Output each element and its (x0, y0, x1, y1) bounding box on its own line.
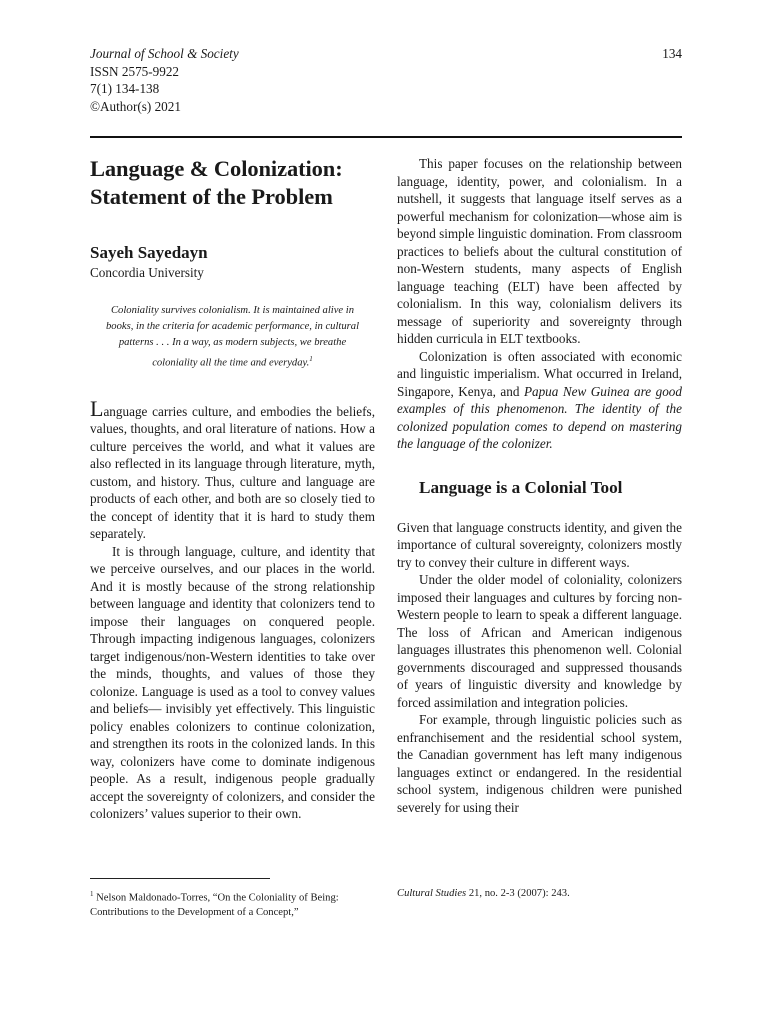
header-divider (90, 136, 682, 138)
page-header (90, 45, 682, 115)
paragraph-text: anguage carries culture, and embodies the beliefs, values, thoughts, and oral literature of nations. How a culture perceives the world, and what it values are also reflected in its language through literature, myth, custom, and history. Thus, culture and language are products of each other, and both are so closely tied to the concept of identity that it is hard to study them separately. (90, 403, 375, 542)
article-title (90, 155, 375, 211)
epigraph (100, 303, 365, 372)
right-body-text-2 (397, 519, 682, 817)
journal-name: Journal of School & Society (90, 46, 239, 61)
section-heading: Language is a Colonial Tool (419, 477, 623, 497)
footnote-continuation (397, 887, 682, 901)
drop-cap: L (90, 395, 104, 421)
footnote-marker: 1 (309, 355, 313, 363)
author-name: Sayeh Sayedayn (90, 243, 208, 262)
paragraph: Under the older model of coloniality, colonizers imposed their languages and cultures by forcing non-Western people to learn to speak a different language. The loss of African and American indigenous languages illustrates this phenomenon well. Colonial governments discouraged and suppressed thousands of years of linguistic diversity and knowledge by forced assimilation and integration policies. (397, 572, 682, 710)
paragraph (397, 348, 682, 453)
copyright: ©Author(s) 2021 (90, 98, 181, 114)
title-line-1: Language & Colonization: (90, 156, 343, 181)
title-line-2: Statement of the Problem (90, 184, 333, 209)
paragraph (90, 395, 375, 543)
paragraph: It is through language, culture, and identity that we perceive ourselves, and our places in the world. And it is mostly because of the strong relationship between language and identity that colonizers tend to impose their languages on conquered people. Through impacting indigenous languages, colonizers target indigenous/non-Western identities to take over the minds, thoughts, and values of those they colonize. Language is used as a tool to convey values and beliefs— invisibly yet effectively. This linguistic policy enables colonizers to continue colonization, and strengthen its roots in the colonized lands. In this way, colonizers have come to dominate indigenous people. As a result, indigenous people gradually accept the sovereignty of colonizers, and consider the colonizers’ values superior to their own. (90, 543, 375, 822)
page-number: 134 (662, 46, 682, 61)
paragraph: Given that language constructs identity, and given the importance of cultural sovereignty, colonizers mostly try to convey their culture in different ways. (397, 519, 682, 570)
footnote-text: Nelson Maldonado-Torres, “On the Coloniality of Being: Contributions to the Development of a Concept,” (90, 892, 339, 918)
paragraph: For example, through linguistic policies such as enfranchisement and the residential school system, the Canadian government has left many indigenous languages extinct or endangered. In the residential school system, indigenous children were punished severely for using their (397, 712, 682, 815)
left-column (90, 155, 375, 823)
epigraph-text: Coloniality survives colonialism. It is maintained alive in books, in the criteria for academic performance, in cultural patterns . . . In a way, as modern subjects, we breathe coloniality all the time and everyday. (105, 305, 360, 369)
footnote-marker: 1 (90, 890, 94, 898)
footnote-divider (90, 878, 270, 879)
citation-details: 21, no. 2-3 (2007): 243. (466, 888, 570, 899)
right-body-text (397, 155, 682, 453)
right-column (397, 155, 682, 816)
paragraph: This paper focuses on the relationship between language, identity, power, and colonialism. In a nutshell, it suggests that language itself serves as a powerful mechanism for colonization—whose aim is beyond simple linguistic domination. From classroom practices to beliefs about the cultural constitution of non-Western students, many aspects of English language teaching (ELT) have been affected by colonialism. In this way, colonialism delivers its message of superiority and sovereignty through hidden curricula in ELT textbooks. (397, 156, 682, 346)
left-body-text (90, 395, 375, 823)
italic-text: Papua New Guinea are good examples of this phenomenon. The identity of the colonized population comes to depend on mastering the language of the colonizer. (397, 383, 682, 451)
footnote (90, 887, 375, 920)
journal-citation: Cultural Studies (397, 888, 467, 899)
issn: ISSN 2575-9922 (90, 63, 180, 79)
author-affiliation: Concordia University (90, 265, 204, 280)
volume-issue: 7(1) 134-138 (90, 81, 160, 96)
paragraph-text: Colonization is often associated with economic and linguistic imperialism. What occurred in Ireland, Singapore, Kenya, and (397, 348, 682, 399)
